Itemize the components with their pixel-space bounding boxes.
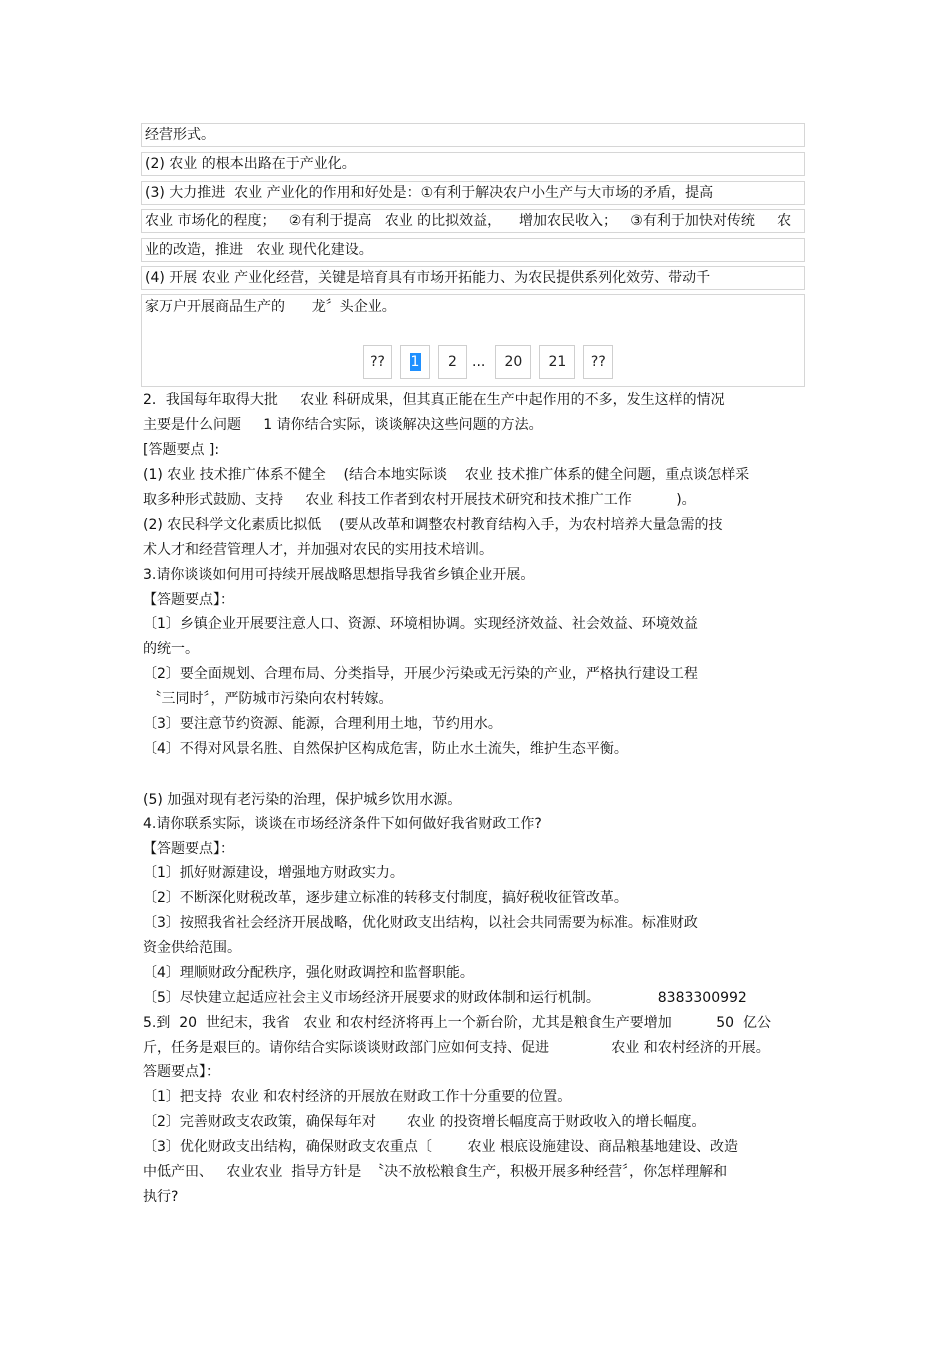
text-line: 3.请你谈谈如何用可持续开展战略思想指导我省乡镇企业开展。: [143, 567, 535, 583]
text-line: 〔3〕按照我省社会经济开展战略，优化财政支出结构，以社会共同需要为标准。标准财政: [143, 915, 698, 931]
text-line: 5.到 20 世纪末，我省 农业 和农村经济将再上一个新台阶，尤其是粮食生产要增加 50 亿公: [143, 1015, 771, 1031]
text-line: 的统一。: [143, 641, 199, 657]
page-20-button[interactable]: 20: [495, 345, 531, 379]
text-line: 〔1〕把支持 农业 和农村经济的开展放在财政工作十分重要的位置。: [143, 1089, 572, 1105]
text-line: 取多种形式鼓励、支持 农业 科技工作者到农村开展技术研究和技术推广工作 )。: [143, 492, 696, 508]
text-line: (4) 开展 农业 产业化经营，关键是培育具有市场开拓能力、为农民提供系列化效劳、带动千: [145, 270, 711, 286]
content-row: [141, 209, 805, 233]
content-row: [141, 123, 805, 147]
pagination-container: [141, 294, 805, 387]
content-row: [141, 181, 805, 205]
prev-page-button[interactable]: ??: [363, 345, 392, 379]
text-line: 执行?: [143, 1189, 179, 1205]
text-line: 〔2〕要全面规划、合理布局、分类指导，开展少污染或无污染的产业，严格执行建设工程: [143, 666, 698, 682]
text-line: 4.请你联系实际，谈谈在市场经济条件下如何做好我省财政工作?: [143, 816, 542, 832]
text-line: 〔1〕乡镇企业开展要注意人口、资源、环境相协调。实现经济效益、社会效益、环境效益: [143, 616, 698, 632]
text-line: 资金供给范围。: [143, 940, 241, 956]
page-2-button[interactable]: 2: [438, 345, 467, 379]
text-line: 术人才和经营管理人才，并加强对农民的实用技术培训。: [143, 542, 493, 558]
text-line: (3) 大力推进 农业 产业化的作用和好处是：①有利于解决农户小生产与大市场的矛盾，提高: [145, 185, 714, 201]
content-row: [141, 266, 805, 290]
page-21-button[interactable]: 21: [539, 345, 575, 379]
text-line: 〔2〕完善财政支农政策，确保每年对 农业 的投资增长幅度高于财政收入的增长幅度。: [143, 1114, 706, 1130]
text-line: 【答题要点】：: [143, 841, 234, 857]
text-line: 〝三同时〞，严防城市污染向农村转嫁。: [143, 691, 393, 707]
text-line: 主要是什么问题 1 请你结合实际，谈谈解决这些问题的方法。: [143, 417, 543, 433]
page-1-button[interactable]: [400, 345, 430, 379]
text-line: 〔3〕优化财政支出结构，确保财政支农重点〔 农业 根底设施建设、商品粮基地建设、改造: [143, 1139, 738, 1155]
text-line: (2) 农民科学文化素质比拟低 (要从改革和调整农村教育结构入手，为农村培养大量急需的技: [143, 517, 723, 533]
text-line: 〔1〕抓好财源建设，增强地方财政实力。: [143, 865, 404, 881]
text-line: 〔4〕不得对风景名胜、自然保护区构成危害，防止水土流失，维护生态平衡。: [143, 741, 628, 757]
text-line: (2) 农业 的根本出路在于产业化。: [145, 156, 356, 172]
text-line: 2．我国每年取得大批 农业 科研成果，但其真正能在生产中起作用的不多，发生这样的情况: [143, 392, 725, 408]
text-line: 答题要点】：: [143, 1064, 220, 1080]
text-line: 【答题要点】：: [143, 592, 234, 608]
text-line: 〔2〕不断深化财税改革，逐步建立标准的转移支付制度，搞好税收征管改革。: [143, 890, 628, 906]
content-row: [141, 152, 805, 176]
next-page-button[interactable]: ??: [583, 345, 613, 379]
text-line: 斤，任务是艰巨的。请你结合实际谈谈财政部门应如何支持、促进 农业 和农村经济的开展。: [143, 1040, 770, 1056]
pagination-ellipsis: ...: [472, 354, 486, 370]
page-1-label: 1: [410, 354, 420, 370]
text-line: 农业 市场化的程度； ②有利于提高 农业 的比拟效益， 增加农民收入； ③有利于加快对传统 农: [145, 213, 792, 229]
text-line: (5) 加强对现有老污染的治理，保护城乡饮用水源。: [143, 792, 462, 808]
text-line: (1) 农业 技术推广体系不健全 (结合本地实际谈 农业 技术推广体系的健全问题，重点谈怎样采: [143, 467, 750, 483]
text-line: [答题要点 ]:: [143, 442, 220, 458]
pagination: [363, 344, 621, 380]
text-line: 业的改造，推进 农业 现代化建设。: [145, 242, 373, 258]
content-row: [141, 238, 805, 262]
text-line: 〔5〕尽快建立起适应社会主义市场经济开展要求的财政体制和运行机制。 8383300992: [143, 990, 747, 1006]
text-line: 家万户开展商品生产的 龙〞头企业。: [145, 299, 396, 315]
text-line: 〔4〕理顺财政分配秩序，强化财政调控和监督职能。: [143, 965, 474, 981]
text-line: 〔3〕要注意节约资源、能源，合理利用土地，节约用水。: [143, 716, 502, 732]
text-line: 经营形式。: [145, 127, 215, 143]
text-line: 中低产田、 农业农业 指导方针是 〝决不放松粮食生产，积极开展多种经营〞，你怎样理解和: [143, 1164, 728, 1180]
